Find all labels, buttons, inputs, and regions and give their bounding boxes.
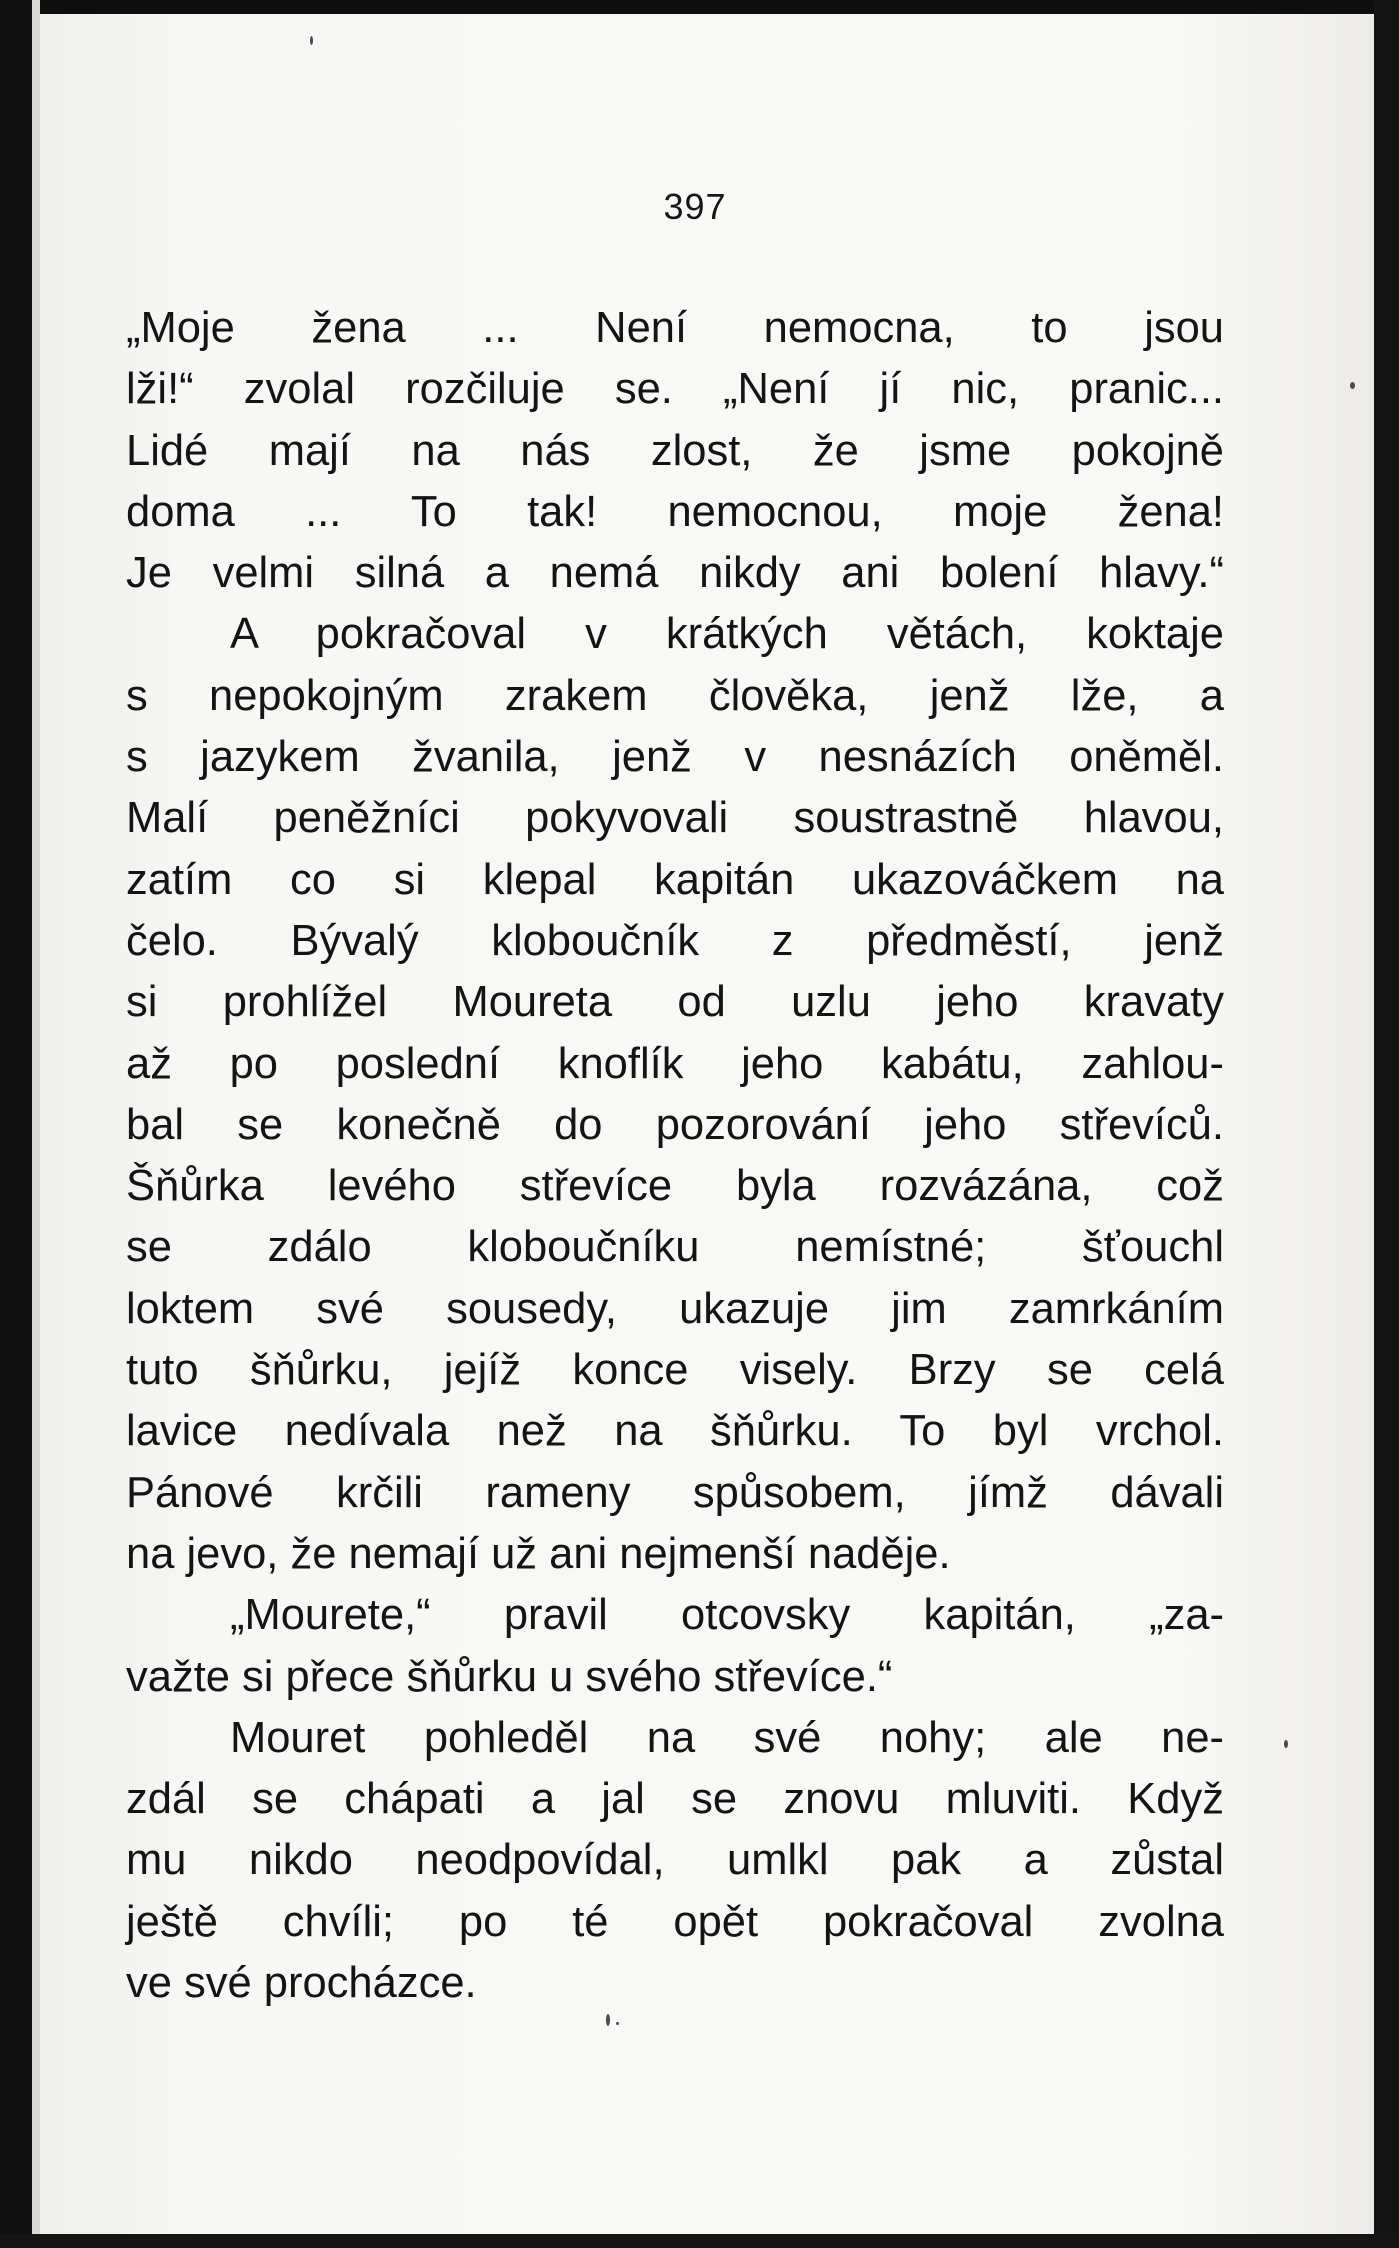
text-line: A pokračoval v krátkých větách, koktaje <box>230 610 1224 659</box>
page-gutter-shadow <box>32 0 40 2248</box>
text-line: ještě chvíli; po té opět pokračoval zvolna <box>126 1897 1224 1946</box>
text-line: Je velmi silná a nemá nikdy ani bolení hlavy.“ <box>126 549 1224 598</box>
text-line: doma ... To tak! nemocnou, moje žena! <box>126 487 1224 536</box>
scan-border-top <box>0 0 1399 14</box>
text-line: ve své procházce. <box>126 1959 477 2008</box>
page-number: 397 <box>663 186 727 227</box>
body-text <box>126 298 1224 2014</box>
scan-border-left <box>0 0 32 2248</box>
text-line: si prohlížel Moureta od uzlu jeho kravaty <box>126 978 1224 1027</box>
text-line: „Moje žena ... Není nemocna, to jsou <box>126 304 1224 352</box>
text-line: Mouret pohleděl na své nohy; ale ne- <box>230 1713 1224 1762</box>
text-line: loktem své sousedy, ukazuje jim zamrkáním <box>126 1284 1224 1333</box>
scan-border-right <box>1374 0 1399 2248</box>
text-line: lži!“ zvolal rozčiluje se. „Není jí nic, pranic... <box>126 365 1224 414</box>
text-line: lavice nedívala než na šňůrku. To byl vrchol. <box>126 1407 1224 1456</box>
scan-speck <box>1284 1740 1288 1748</box>
scan-speck <box>616 2022 619 2025</box>
text-line: tuto šňůrku, jejíž konce visely. Brzy se celá <box>126 1346 1224 1395</box>
text-line: zdál se chápati a jal se znovu mluviti. Když <box>126 1775 1224 1824</box>
text-line: važte si přece šňůrku u svého střevíce.“ <box>126 1652 893 1701</box>
scan-speck <box>606 2014 610 2026</box>
text-line: zatím co si klepal kapitán ukazováčkem na <box>126 855 1224 904</box>
text-line: čelo. Bývalý kloboučník z předměstí, jenž <box>126 916 1224 965</box>
scan-speck <box>310 36 313 45</box>
book-page <box>40 14 1374 2234</box>
text-line: až po poslední knoflík jeho kabátu, zahlou- <box>126 1039 1224 1088</box>
text-line: mu nikdo neodpovídal, umlkl pak a zůstal <box>126 1836 1224 1885</box>
text-line: se zdálo kloboučníku nemístné; šťouchl <box>126 1223 1224 1272</box>
text-line: s jazykem žvanila, jenž v nesnázích oněměl. <box>126 733 1224 782</box>
text-line: bal se konečně do pozorování jeho střevíců. <box>126 1100 1224 1149</box>
text-line: Malí peněžníci pokyvovali soustrastně hlavou, <box>126 794 1224 843</box>
scan-speck <box>1350 382 1355 389</box>
text-line: s nepokojným zrakem člověka, jenž lže, a <box>126 671 1224 720</box>
text-line: Pánové krčili rameny spůsobem, jímž dávali <box>126 1468 1224 1517</box>
text-line: „Mourete,“ pravil otcovsky kapitán, „za- <box>230 1591 1224 1640</box>
text-line: Lidé mají na nás zlost, že jsme pokojně <box>126 426 1224 475</box>
text-line: Šňůrka levého střevíce byla rozvázána, což <box>126 1162 1224 1211</box>
text-line: na jevo, že nemají už ani nejmenší naděje. <box>126 1529 951 1578</box>
scan-border-bottom <box>0 2234 1399 2248</box>
